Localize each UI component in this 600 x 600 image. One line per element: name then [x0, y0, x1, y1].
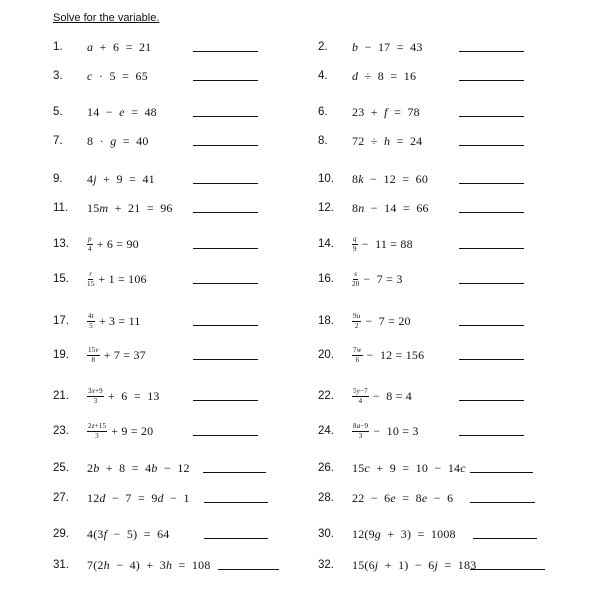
problem-20 — [318, 342, 424, 368]
fraction-numerator: 8a−9 — [353, 421, 369, 430]
equation-rest: − 12 = 156 — [366, 347, 425, 362]
equation — [87, 423, 153, 440]
fraction — [87, 313, 95, 330]
equation — [87, 461, 190, 476]
equation — [87, 201, 173, 216]
equation-rest: + 3 = 11 — [98, 313, 141, 328]
problem-10 — [318, 166, 428, 192]
problem-4 — [318, 63, 416, 89]
fraction — [352, 271, 359, 288]
fraction — [352, 236, 358, 253]
equation-rest: − 8 = 4 — [372, 388, 413, 403]
answer-blank[interactable] — [203, 472, 266, 473]
problem-number: 14. — [318, 238, 334, 250]
problem-number: 17. — [53, 315, 69, 327]
answer-blank[interactable] — [459, 435, 524, 436]
equation-rest: + 7 = 37 — [103, 347, 146, 362]
problem-3 — [53, 63, 148, 89]
problem-number: 20. — [318, 349, 334, 361]
problem-number: 25. — [53, 462, 69, 474]
problem-number: 32. — [318, 559, 334, 571]
fraction-numerator: q — [353, 234, 357, 243]
equation — [87, 347, 146, 364]
fraction — [352, 388, 369, 405]
problem-number: 5. — [53, 106, 63, 118]
fraction — [352, 313, 361, 330]
worksheet-title: Solve for the variable. — [53, 12, 160, 24]
fraction-denominator: 2 — [354, 321, 359, 330]
answer-blank[interactable] — [459, 183, 524, 184]
problem-number: 31. — [53, 559, 69, 571]
fraction — [87, 423, 107, 440]
equation — [87, 558, 211, 573]
fraction — [87, 236, 93, 253]
problem-21 — [53, 383, 160, 409]
answer-blank[interactable] — [204, 538, 268, 539]
answer-blank[interactable] — [470, 472, 533, 473]
equation-text: d ÷ 8 = 16 — [352, 68, 417, 83]
problem-31 — [53, 552, 211, 578]
answer-blank[interactable] — [459, 80, 524, 81]
equation — [352, 105, 420, 120]
equation-text: 12d − 7 = 9d − 1 — [87, 490, 190, 505]
equation-text: 15c + 9 = 10 − 14c — [352, 460, 466, 475]
equation — [352, 172, 428, 187]
problem-18 — [318, 308, 411, 334]
equation — [87, 172, 155, 187]
answer-blank[interactable] — [218, 569, 279, 570]
equation — [87, 491, 190, 506]
problem-11 — [53, 195, 173, 221]
answer-blank[interactable] — [193, 283, 258, 284]
fraction-numerator: 9u — [353, 311, 361, 320]
equation-rest: + 1 = 106 — [98, 271, 147, 286]
problem-number: 1. — [53, 41, 63, 53]
answer-blank[interactable] — [459, 400, 524, 401]
equation — [352, 40, 423, 55]
fraction-denominator: 3 — [95, 431, 99, 440]
equation-text: b − 17 = 43 — [352, 39, 423, 54]
equation — [352, 201, 429, 216]
fraction-numerator: 15v — [88, 345, 99, 354]
answer-blank[interactable] — [193, 51, 258, 52]
fraction — [352, 347, 363, 364]
problem-number: 18. — [318, 315, 334, 327]
answer-blank[interactable] — [193, 359, 258, 360]
problem-19 — [53, 342, 146, 368]
fraction-denominator: 5 — [89, 321, 93, 330]
equation-rest: − 7 = 20 — [365, 313, 411, 328]
fraction-numerator: 4t — [88, 311, 94, 320]
equation — [352, 271, 403, 288]
equation-rest: + 6 = 13 — [107, 388, 160, 403]
problem-5 — [53, 99, 157, 125]
fraction-denominator: 20 — [352, 279, 360, 288]
problem-26 — [318, 455, 466, 481]
problem-number: 22. — [318, 390, 334, 402]
problem-23 — [53, 418, 153, 444]
problem-15 — [53, 266, 147, 292]
fraction-denominator: 15 — [87, 279, 95, 288]
equation — [87, 388, 160, 405]
problem-number: 28. — [318, 492, 334, 504]
answer-blank[interactable] — [193, 248, 258, 249]
fraction-numerator: s — [354, 269, 358, 278]
equation-text: 14 − e = 48 — [87, 104, 157, 119]
equation-text: 8n − 14 = 66 — [352, 200, 429, 215]
answer-blank[interactable] — [473, 538, 537, 539]
equation-text: 23 + f = 78 — [352, 104, 420, 119]
equation-text: 72 ÷ h = 24 — [352, 133, 423, 148]
problem-9 — [53, 166, 155, 192]
equation-rest: + 6 = 90 — [96, 236, 139, 251]
answer-blank[interactable] — [459, 248, 524, 249]
equation — [87, 313, 141, 330]
problem-25 — [53, 455, 190, 481]
equation — [352, 236, 413, 253]
equation — [352, 527, 456, 542]
fraction — [352, 423, 369, 440]
answer-blank[interactable] — [193, 145, 258, 146]
equation — [352, 461, 466, 476]
answer-blank[interactable] — [470, 502, 535, 503]
equation — [352, 423, 419, 440]
answer-blank[interactable] — [459, 359, 524, 360]
problem-number: 7. — [53, 135, 63, 147]
problem-29 — [53, 521, 170, 547]
equation-rest: − 10 = 3 — [373, 423, 419, 438]
equation-text: 12(9g + 3) = 1008 — [352, 526, 456, 541]
answer-blank[interactable] — [193, 325, 258, 326]
problem-number: 29. — [53, 528, 69, 540]
fraction-denominator: 4 — [88, 244, 92, 253]
answer-blank[interactable] — [459, 51, 524, 52]
fraction-numerator: p — [88, 234, 92, 243]
equation — [87, 271, 147, 288]
problem-number: 8. — [318, 135, 328, 147]
problem-number: 2. — [318, 41, 328, 53]
equation-text: 8 · g = 40 — [87, 133, 149, 148]
equation — [352, 134, 422, 149]
answer-blank[interactable] — [193, 80, 258, 81]
equation-text: 8k − 12 = 60 — [352, 171, 429, 186]
problem-32 — [318, 552, 476, 578]
problem-22 — [318, 383, 412, 409]
answer-blank[interactable] — [193, 116, 258, 117]
problem-number: 21. — [53, 390, 69, 402]
problem-number: 3. — [53, 70, 63, 82]
fraction-denominator: 6 — [355, 355, 360, 364]
equation — [352, 491, 453, 506]
problem-28 — [318, 485, 453, 511]
problem-number: 13. — [53, 238, 69, 250]
problem-14 — [318, 231, 413, 257]
equation-text: 15(6j + 1) − 6j = 183 — [352, 557, 477, 572]
problem-12 — [318, 195, 429, 221]
fraction — [87, 388, 104, 405]
problem-number: 19. — [53, 349, 69, 361]
problem-number: 23. — [53, 425, 69, 437]
answer-blank[interactable] — [193, 435, 258, 436]
problem-number: 27. — [53, 492, 69, 504]
problem-number: 12. — [318, 202, 334, 214]
equation-text: 7(2h − 4) + 3h = 108 — [87, 557, 211, 572]
fraction-numerator: 2z+15 — [88, 421, 107, 430]
answer-blank[interactable] — [459, 212, 524, 213]
fraction-numerator: r — [89, 269, 93, 278]
equation — [87, 236, 139, 253]
equation-text: 4j + 9 = 41 — [87, 171, 155, 186]
problem-number: 15. — [53, 273, 69, 285]
fraction-denominator: 3 — [93, 396, 98, 405]
equation — [352, 558, 476, 573]
equation-rest: + 9 = 20 — [111, 423, 154, 438]
fraction — [87, 271, 94, 288]
equation — [352, 69, 416, 84]
fraction-denominator: 3 — [358, 431, 363, 440]
equation — [352, 313, 411, 330]
answer-blank[interactable] — [459, 116, 524, 117]
equation — [352, 388, 412, 405]
problem-7 — [53, 128, 149, 154]
answer-blank[interactable] — [193, 212, 258, 213]
problem-number: 10. — [318, 173, 334, 185]
fraction-denominator: 4 — [358, 396, 363, 405]
answer-blank[interactable] — [470, 569, 545, 570]
equation-text: 22 − 6e = 8e − 6 — [352, 490, 454, 505]
problem-number: 16. — [318, 273, 334, 285]
fraction-denominator: 9 — [353, 244, 357, 253]
equation — [87, 105, 157, 120]
fraction-numerator: 7w — [353, 345, 362, 354]
equation-text: 2b + 8 = 4b − 12 — [87, 460, 190, 475]
equation-rest: − 11 = 88 — [361, 236, 413, 251]
answer-blank[interactable] — [459, 283, 524, 284]
problem-number: 6. — [318, 106, 328, 118]
problem-number: 26. — [318, 462, 334, 474]
fraction-numerator: 5y−7 — [353, 386, 368, 395]
equation — [87, 40, 151, 55]
equation — [352, 347, 424, 364]
problem-number: 9. — [53, 173, 63, 185]
problem-13 — [53, 231, 139, 257]
answer-blank[interactable] — [459, 145, 524, 146]
problem-30 — [318, 521, 456, 547]
answer-blank[interactable] — [193, 400, 258, 401]
answer-blank[interactable] — [204, 502, 268, 503]
equation-rest: − 7 = 3 — [363, 271, 403, 286]
problem-number: 24. — [318, 425, 334, 437]
problem-number: 30. — [318, 528, 334, 540]
equation — [87, 527, 170, 542]
answer-blank[interactable] — [193, 183, 258, 184]
equation-text: a + 6 = 21 — [87, 39, 152, 54]
fraction-numerator: 3x+9 — [88, 386, 103, 395]
fraction-denominator: 8 — [91, 355, 96, 364]
problem-24 — [318, 418, 419, 444]
problem-1 — [53, 34, 151, 60]
problem-17 — [53, 308, 141, 334]
problem-8 — [318, 128, 422, 154]
problem-16 — [318, 266, 403, 292]
problem-2 — [318, 34, 423, 60]
problem-number: 4. — [318, 70, 328, 82]
equation-text: c · 5 = 65 — [87, 68, 148, 83]
fraction — [87, 347, 100, 364]
problem-27 — [53, 485, 190, 511]
equation-text: 4(3f − 5) = 64 — [87, 526, 170, 541]
equation — [87, 69, 148, 84]
answer-blank[interactable] — [459, 325, 524, 326]
equation-text: 15m + 21 = 96 — [87, 200, 173, 215]
problem-number: 11. — [53, 202, 69, 214]
problem-6 — [318, 99, 420, 125]
equation — [87, 134, 149, 149]
